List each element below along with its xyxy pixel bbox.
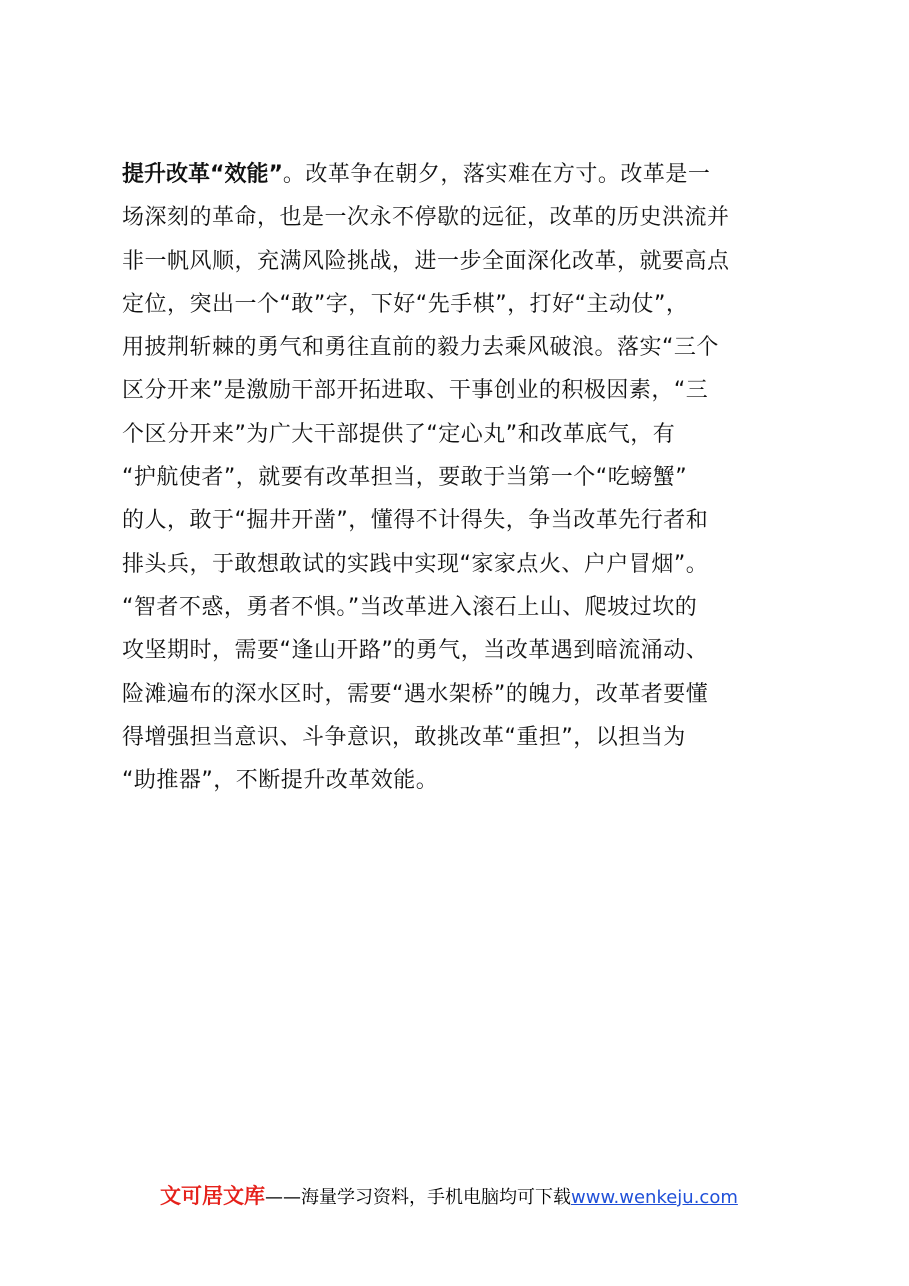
article-line-4: 定位，突出一个“敢”字，下好“先手棋”，打好“主动仗”，: [122, 291, 689, 317]
site-link[interactable]: www.wenkeju.com: [571, 1187, 738, 1208]
article-line-2: 场深刻的革命，也是一次永不停歇的远征，改革的历史洪流并: [122, 205, 730, 231]
article-line-1: [122, 153, 802, 196]
brand-name: 文可居文库: [160, 1184, 265, 1208]
article-line-10: 排头兵，于敢想敢试的实践中实现“家家点火、户户冒烟”。: [122, 551, 709, 577]
article-line-15: “助推器”，不断提升改革效能。: [122, 768, 439, 794]
article-text: 。改革争在朝夕，落实难在方寸。改革是一: [282, 162, 711, 187]
article-body: [122, 153, 802, 802]
article-line-13: 险滩遍布的深水区时，需要“遇水架桥”的魄力，改革者要懂: [122, 681, 709, 707]
article-line-14: 得增强担当意识、斗争意识，敢挑改革“重担”，以担当为: [122, 724, 686, 750]
article-line-9: 的人，敢于“掘井开凿”，懂得不计得失，争当改革先行者和: [122, 508, 709, 534]
footer-slogan: ——海量学习资料，手机电脑均可下载: [265, 1187, 571, 1208]
article-heading: 提升改革“效能”: [122, 162, 283, 187]
article-line-8: “护航使者”，就要有改革担当，要敢于当第一个“吃螃蟹”: [122, 465, 688, 491]
footer: [160, 1181, 738, 1213]
article-line-5: 用披荆斩棘的勇气和勇往直前的毅力去乘风破浪。落实“三个: [122, 335, 719, 361]
article-line-11: “智者不惑，勇者不惧。”当改革进入滚石上山、爬坡过坎的: [122, 594, 698, 620]
article-line-3: 非一帆风顺，充满风险挑战，进一步全面深化改革，就要高点: [122, 248, 730, 274]
article-line-6: 区分开来”是激励干部开拓进取、干事创业的积极因素，“三: [122, 378, 709, 404]
article-line-7: 个区分开来”为广大干部提供了“定心丸”和改革底气，有: [122, 421, 676, 447]
article-line-12: 攻坚期时，需要“逢山开路”的勇气，当改革遇到暗流涌动、: [122, 638, 709, 664]
